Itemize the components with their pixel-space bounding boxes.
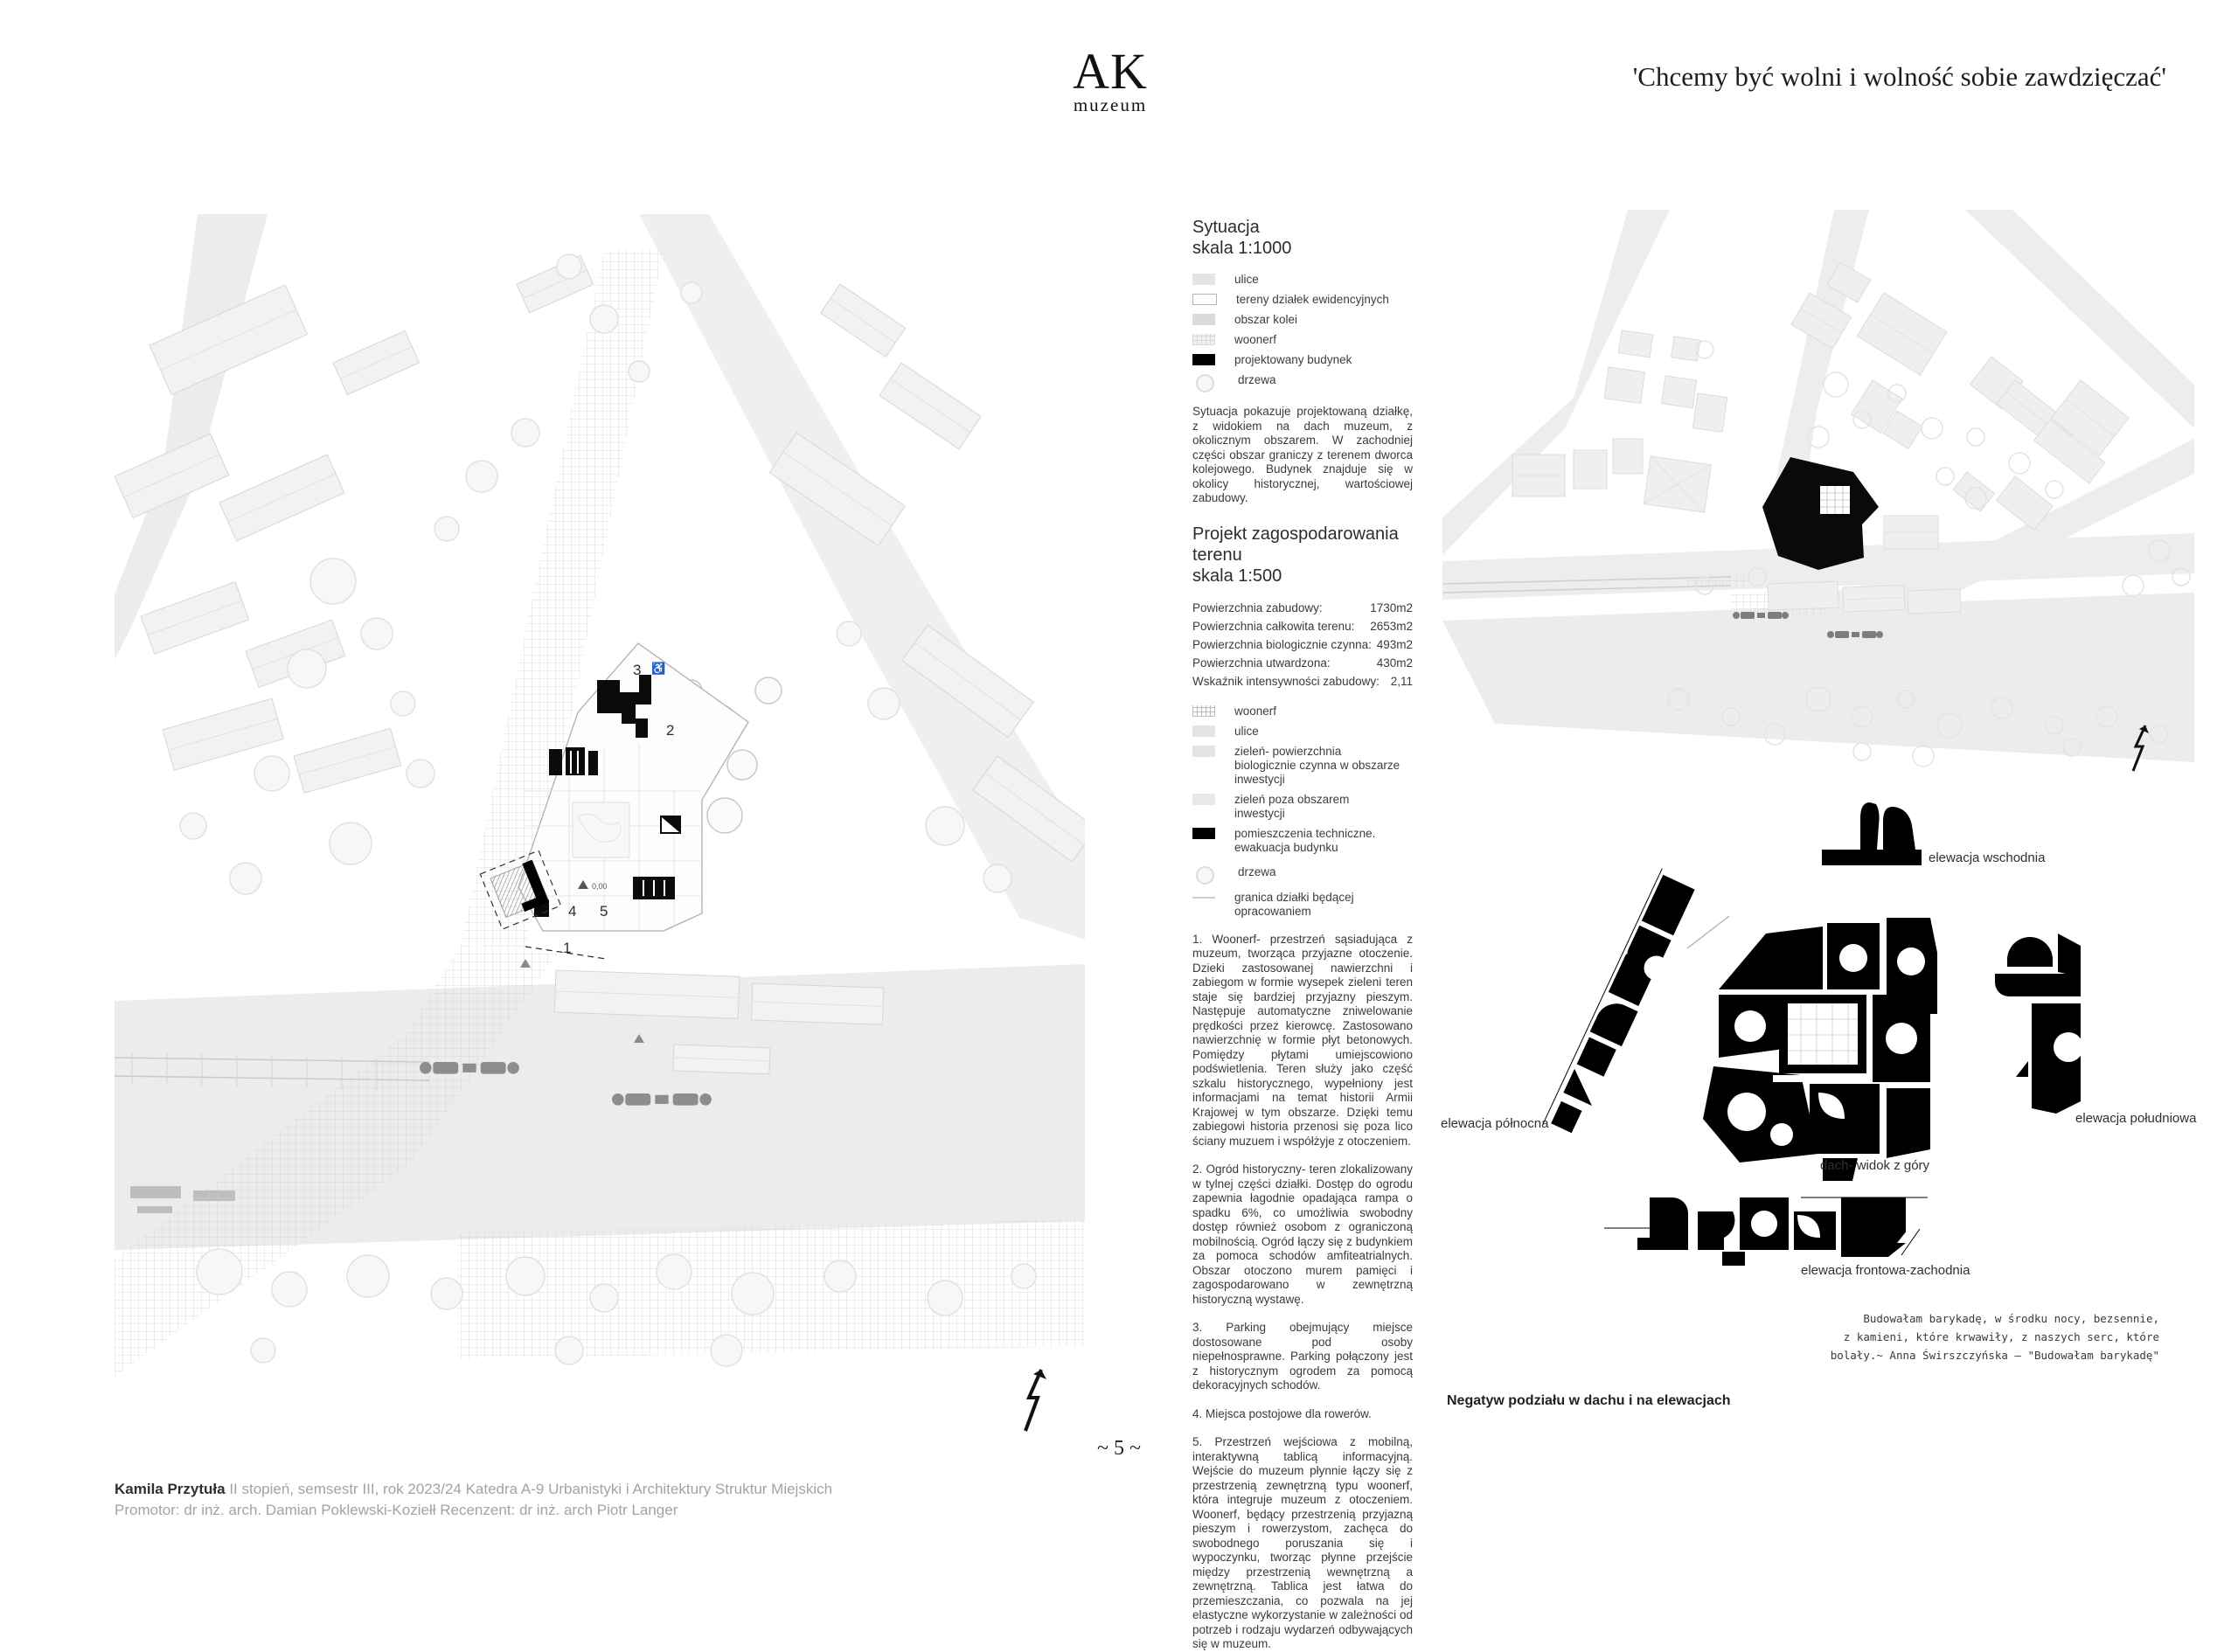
logo: [1073, 43, 1148, 115]
stat-value: 1730m2: [1370, 600, 1413, 614]
legend-swatch: [1192, 705, 1215, 717]
north-elevation-shape: [1542, 869, 1706, 1146]
legend-item: [1192, 725, 1413, 739]
roof-view-label: dach- widok z góry: [1820, 1158, 1930, 1173]
poem-quote-line: bolały.~ Anna Świrszczyńska – "Budowałam barykadę": [1830, 1349, 2159, 1362]
stat-row: [1192, 599, 1413, 617]
legend-swatch: [1192, 746, 1215, 757]
note-paragraph: 2. Ogród historyczny- teren zlokalizowany w tylnej części działki. Dostęp do ogrodu zapewnia łagodnie opadająca rampa o spadku 6%, co umożliwia swobodny dostęp również osobom z ograniczoną mobilnością. Ogród łączy się z budynkiem za pomoca schodów amfiteatrialnych. Obszar otoczono murem pamięci i zagospodarowano w zewnętrzną historyczną wystawę.: [1192, 1163, 1413, 1306]
plan-label-5: 5: [600, 903, 608, 920]
legend-label: granica działki będącej opracowaniem: [1234, 890, 1354, 918]
project-notes: [1192, 933, 1413, 1652]
legend-label: zieleń poza obszarem inwestycji: [1234, 792, 1350, 820]
legend-label: ulice: [1234, 273, 1259, 286]
stat-value: 430m2: [1376, 656, 1413, 670]
stat-label: Powierzchnia utwardzona:: [1192, 656, 1331, 670]
stat-value: 2653m2: [1370, 619, 1413, 633]
legend-swatch: [1192, 897, 1215, 899]
legend-item: [1192, 891, 1413, 919]
front-elevation-label: elewacja frontowa-zachodnia: [1801, 1263, 1970, 1278]
footer-line-1: [115, 1479, 832, 1500]
stat-label: Powierzchnia zabudowy:: [1192, 600, 1323, 614]
legend-item: [1192, 827, 1413, 855]
legend-swatch: [1192, 725, 1215, 737]
legend-swatch: [1192, 314, 1215, 325]
legend-item: [1192, 273, 1413, 287]
info-column: [1192, 217, 1413, 1652]
stat-row: [1192, 654, 1413, 672]
legend-label: zieleń- powierzchnia biologicznie czynna w obszarze inwestycji: [1234, 744, 1400, 786]
legend-swatch: [1192, 294, 1217, 305]
stat-label: Powierzchnia biologicznie czynna:: [1192, 637, 1372, 651]
legend-swatch: [1192, 828, 1215, 839]
tram-icon: [612, 1093, 712, 1106]
legend-swatch: [1192, 794, 1215, 805]
logo-text: AK: [1073, 43, 1148, 100]
site-map-1-1000: [1442, 210, 2194, 778]
legend-item: [1192, 373, 1413, 392]
note-paragraph: 1. Woonerf- przestrzeń sąsiadująca z muzeum, tworząca przyjazne otoczenie. Dzieki zastosowanej nawierzchni i zabiegom w formie wysepek zieleni teren staje się bardziej przyjazny pieszym. Następuje automatyczne zniwelowanie prędkości przez kierowcę. Zastosowano nawierzchnię w formie płyt betonowych. Pomiędzy płytami umiejscowiono podświetlenia. Teren służy jako część szkalu historycznego, wypełniony jest informacjami na temat historii Armii Krajowej w tym obszarze. Dzięki temu zabiegowi historia przenosi się poza lico ściany muzuem i współżyje z otoczeniem.: [1192, 932, 1413, 1148]
legend-item: [1192, 865, 1413, 885]
page-number: ~ 5 ~: [1097, 1437, 1141, 1460]
sytuacja-title: Sytuacja: [1192, 218, 1260, 237]
legend-item: [1192, 793, 1413, 821]
site-plan-drawing: [115, 214, 1085, 1447]
note-paragraph: 5. Przestrzeń wejściowa z mobilną, interaktywną tablicą informacyjną. Wejście do muzeum płynnie łączy się z przestrzenią zewnętrzną typu woonerf, która integruje muzeum z otoczeniem. Woonerf, będący przestrzenią przyjazną pieszym i rowerzystom, zachęca do swobodnego poruszania się i wypoczynku, tworząc płynne przejście między przestrzenią wewnętrzną a zewnętrzną. Tablica jest łatwa do przemieszczania, co pozwala na jej elastyczne wykorzystanie w zależności od potrzeb i rodzaju wydarzeń odbywających się w muzeum.: [1192, 1435, 1413, 1650]
poem-quote: [1775, 1309, 2159, 1364]
projekt-legend: [1192, 705, 1413, 919]
author-name: Kamila Przytuła: [115, 1481, 226, 1497]
stat-row: [1192, 635, 1413, 654]
legend-swatch: [1192, 334, 1215, 345]
sytuacja-description: Sytuacja pokazuje projektowaną działkę, z widokiem na dach muzeum, z okolicznym obszarem. W zachodniej części obszar graniczy z terenem dworca kolejowego. Budynek znajduje się w okolicy historycznej, wartościowej zabudowy.: [1192, 405, 1413, 504]
legend-item: [1192, 333, 1413, 347]
north-elevation-label: elewacja północna: [1441, 1116, 1549, 1131]
stat-row: [1192, 617, 1413, 635]
legend-item: [1192, 745, 1413, 787]
legend-swatch: [1196, 866, 1214, 885]
legend-item: [1192, 293, 1413, 307]
projekt-title: Projekt zagospodarowania terenu: [1192, 524, 1399, 565]
wheelchair-icon: ♿: [651, 662, 666, 675]
legend-label: drzewa: [1238, 373, 1276, 386]
note-paragraph: 3. Parking obejmujący miejsce dostosowane pod osoby niepełnosprawne. Parking połączony jest z historycznym ogrodem za pomocą dekoracyjnych schodów.: [1192, 1321, 1413, 1392]
sytuacja-legend: [1192, 273, 1413, 392]
note-paragraph: 4. Miejsca postojowe dla rowerów.: [1192, 1406, 1372, 1420]
plan-label-1: 1: [563, 940, 572, 956]
south-elevation-label: elewacja południowa: [2075, 1111, 2197, 1126]
tram-icon: [1827, 631, 1883, 638]
stat-row: [1192, 672, 1413, 691]
east-elevation-shape: [1822, 802, 1922, 865]
tram-icon: [1733, 612, 1789, 619]
legend-item: [1192, 353, 1413, 367]
north-arrow-icon: [1025, 1370, 1046, 1431]
east-elevation-label: elewacja wschodnia: [1929, 850, 2046, 865]
sytuacja-scale: skala 1:1000: [1192, 239, 1292, 258]
svg-text:0,00: 0,00: [592, 882, 608, 891]
roof-view-shape: [1687, 916, 1937, 1181]
plan-label-3: 3: [633, 662, 642, 678]
stat-value: 493m2: [1376, 637, 1413, 651]
tram-icon: [420, 1062, 519, 1074]
poem-quote-line: z kamieni, które krwawiły, z naszych serc, które: [1843, 1330, 2159, 1343]
legend-label: pomieszczenia techniczne. ewakuacja budynku: [1234, 826, 1376, 854]
legend-item: [1192, 313, 1413, 327]
site-map-drawing: [1442, 210, 2194, 778]
negative-caption: Negatyw podziału w dachu i na elewacjach: [1447, 1393, 1731, 1408]
logo-subtext: muzeum: [1073, 94, 1148, 115]
legend-swatch: [1192, 354, 1215, 365]
legend-label: tereny działek ewidencyjnych: [1236, 293, 1389, 306]
elevation-drawings: [1425, 787, 2212, 1311]
plan-label-4: 4: [568, 903, 577, 920]
author-details: II stopień, semsestr III, rok 2023/24 Katedra A-9 Urbanistyki i Architektury Struktur Miejskich: [225, 1481, 833, 1497]
legend-swatch: [1196, 374, 1214, 392]
plan-label-2: 2: [666, 722, 675, 739]
legend-label: drzewa: [1238, 864, 1276, 878]
header-quote: 'Chcemy być wolni i wolność sobie zawdzięczać': [1632, 61, 2166, 92]
legend-label: ulice: [1234, 724, 1259, 738]
footer: [115, 1479, 832, 1521]
poem-quote-line: Budowałam barykadę, w środku nocy, bezsennie,: [1863, 1312, 2159, 1325]
site-plan-1-500: [115, 214, 1085, 1447]
stat-label: Powierzchnia całkowita terenu:: [1192, 619, 1355, 633]
legend-label: woonerf: [1234, 333, 1277, 346]
legend-swatch: [1192, 274, 1215, 285]
legend-item: [1192, 705, 1413, 718]
stat-value: 2,11: [1390, 674, 1413, 688]
south-elevation-shape: [1995, 934, 2081, 1114]
legend-label: obszar kolei: [1234, 313, 1298, 326]
stat-label: Wskaźnik intensywności zabudowy:: [1192, 674, 1380, 688]
projekt-scale: skala 1:500: [1192, 566, 1282, 586]
elevation-negatives: [1425, 787, 2212, 1311]
area-statistics: [1192, 599, 1413, 691]
footer-line-2: Promotor: dr inż. arch. Damian Poklewski-Koziełł Recenzent: dr inż. arch Piotr Langer: [115, 1502, 678, 1518]
legend-label: projektowany budynek: [1234, 353, 1352, 366]
front-elevation-shape: [1604, 1197, 1928, 1266]
legend-label: woonerf: [1234, 704, 1277, 718]
